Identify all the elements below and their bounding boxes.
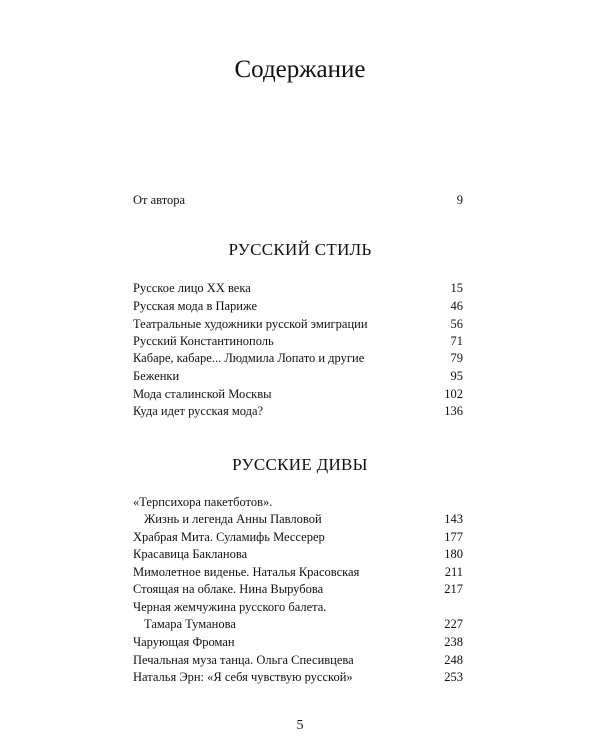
toc-entry-page: 102: [444, 387, 463, 401]
toc-entry[interactable]: [133, 316, 463, 332]
toc-entry-text: «Терпсихора пакетботов».: [133, 495, 273, 509]
toc-entry-page: 136: [444, 404, 463, 418]
toc-entry[interactable]: [133, 581, 463, 597]
toc-entry-page: 9: [456, 193, 463, 207]
toc-entry[interactable]: [133, 546, 463, 562]
toc-entry-page: 238: [444, 635, 463, 649]
toc-entry-page: 79: [450, 351, 463, 365]
toc-entry[interactable]: [133, 368, 463, 384]
toc-entry-page: 180: [444, 547, 463, 561]
toc-entry-page: 217: [444, 582, 463, 596]
toc-entry[interactable]: [133, 529, 463, 545]
toc-entry-page: 227: [444, 617, 463, 631]
toc-entry-text: Стоящая на облаке. Нина Вырубова: [133, 582, 324, 596]
toc-entry[interactable]: [133, 599, 463, 615]
toc-entry-text: Русская мода в Париже: [133, 299, 257, 313]
toc-entry-text: Кабаре, кабаре... Людмила Лопато и другие: [133, 351, 365, 365]
toc-entry-page: 15: [450, 281, 463, 295]
toc-entry-text: От автора: [133, 193, 186, 207]
toc-entry[interactable]: [133, 616, 463, 632]
toc-entry-page: 253: [444, 670, 463, 684]
toc-entry[interactable]: [133, 564, 463, 580]
toc-entry[interactable]: [133, 386, 463, 402]
toc-entry-text: Мимолетное виденье. Наталья Красовская: [133, 565, 360, 579]
toc-entry-page: 248: [444, 653, 463, 667]
page-title: Содержание: [234, 56, 366, 83]
toc-entry-text: Театральные художники русской эмиграции: [133, 317, 368, 331]
toc-entry-page: 71: [450, 334, 463, 348]
toc-entry-page: 95: [450, 369, 463, 383]
toc-entry-page: 143: [444, 512, 463, 526]
toc-entry-text: Русское лицо XX века: [133, 281, 251, 295]
toc-entry-text: Печальная муза танца. Ольга Спесивцева: [133, 653, 354, 667]
toc-entry-text: Куда идет русская мода?: [133, 404, 264, 418]
toc-entry-text: Красавица Бакланова: [133, 547, 248, 561]
toc-entry[interactable]: [133, 333, 463, 349]
toc-entry[interactable]: [133, 280, 463, 296]
toc-entry[interactable]: [133, 350, 463, 366]
toc-entry-text: Русский Константинополь: [133, 334, 274, 348]
toc-entry[interactable]: [133, 511, 463, 527]
toc-entry-text: Чарующая Фроман: [133, 635, 235, 649]
toc-entry-text: Тамара Туманова: [144, 617, 236, 631]
toc-entry-text: Жизнь и легенда Анны Павловой: [144, 512, 322, 526]
toc-entry-page: 177: [444, 530, 463, 544]
toc-entry[interactable]: [133, 494, 463, 510]
toc-entry[interactable]: [133, 669, 463, 685]
section-heading-russian-divas: РУССКИЕ ДИВЫ: [232, 455, 368, 474]
toc-entry-text: Черная жемчужина русского балета.: [133, 600, 327, 614]
toc-entry[interactable]: [133, 634, 463, 650]
page-number: 5: [296, 718, 304, 733]
toc-entry[interactable]: [133, 403, 463, 419]
toc-entry[interactable]: [133, 652, 463, 668]
toc-entry-text: Беженки: [133, 369, 180, 383]
toc-entry-foreword[interactable]: [133, 192, 463, 208]
section-heading-russian-style: РУССКИЙ СТИЛЬ: [228, 240, 372, 259]
toc-entry-text: Храбрая Мита. Суламифь Мессерер: [133, 530, 325, 544]
toc-entry-page: 56: [450, 317, 463, 331]
toc-entry-page: 211: [444, 565, 463, 579]
toc-entry-text: Мода сталинской Москвы: [133, 387, 272, 401]
toc-entry[interactable]: [133, 298, 463, 314]
toc-entry-text: Наталья Эрн: «Я себя чувствую русской»: [133, 670, 353, 684]
toc-entry-page: 46: [450, 299, 463, 313]
